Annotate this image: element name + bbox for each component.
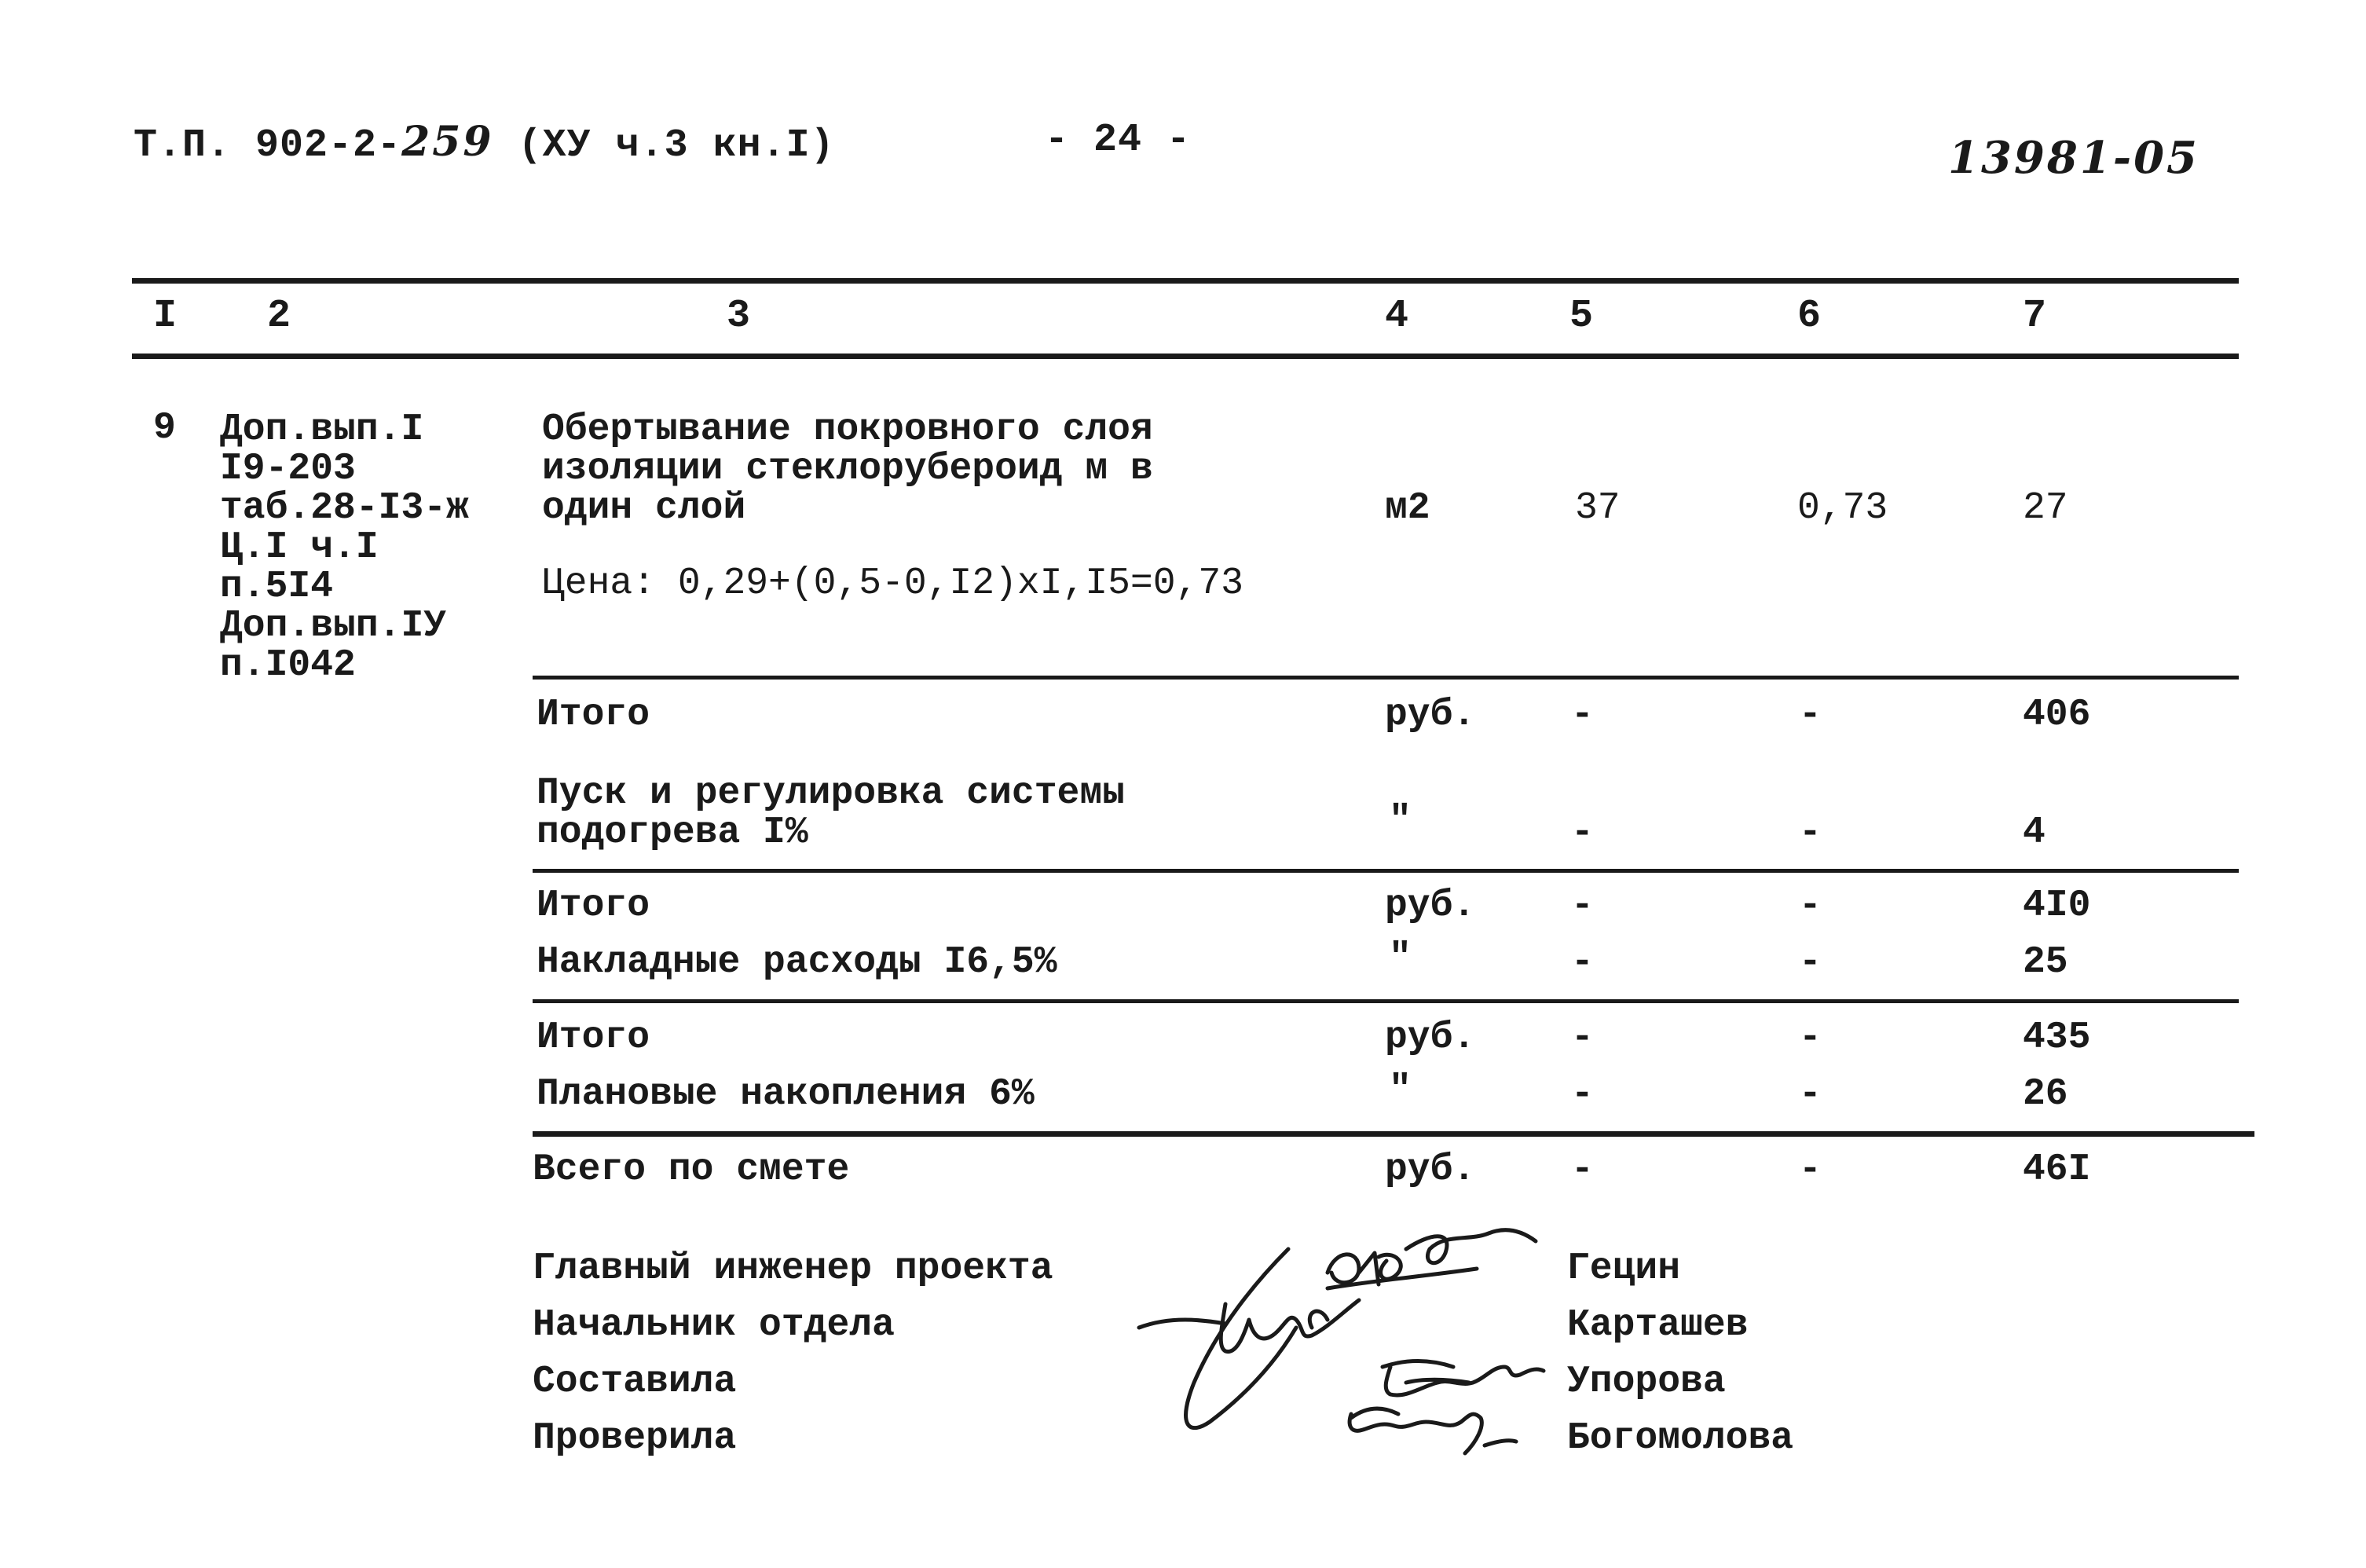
overhead-col5: -: [1571, 941, 1594, 984]
planned-unit: ": [1389, 1069, 1412, 1112]
grand-total-unit: руб.: [1385, 1149, 1476, 1191]
column-number-2: 2: [267, 294, 291, 339]
subtotal3-col5: -: [1571, 1017, 1594, 1059]
subtotal2-col5: -: [1571, 885, 1594, 927]
document-reference-handwritten: 259: [401, 118, 494, 166]
signature-role-chief-engineer: Главный инженер проекта: [533, 1247, 1053, 1290]
page-number: - 24 -: [1045, 118, 1192, 163]
column-number-4: 4: [1385, 294, 1409, 339]
item-price-formula: Цена: 0,29+(0,5-0,I2)хI,I5=0,73: [542, 562, 1243, 605]
item-reference-line: п.5I4: [220, 566, 334, 608]
signature-role-department-head: Начальник отдела: [533, 1304, 895, 1346]
subtotal2-unit: руб.: [1385, 885, 1476, 927]
item-reference-line: таб.28-I3-ж: [220, 487, 469, 529]
document-reference-suffix: (ХУ ч.3 кн.I): [518, 123, 835, 168]
overhead-total: 25: [2023, 941, 2068, 984]
item-number: 9: [153, 407, 176, 449]
item-reference-line: Доп.вып.IУ: [220, 605, 447, 647]
startup-col6: -: [1799, 811, 1822, 854]
planned-col6: -: [1799, 1073, 1822, 1116]
signature-name-chief-engineer: Гецин: [1567, 1247, 1681, 1290]
subtotal2-label: Итого: [537, 885, 650, 927]
subtotal3-total: 435: [2023, 1017, 2091, 1059]
column-number-1: I: [153, 294, 178, 339]
signature-name-checked-by: Богомолова: [1567, 1417, 1794, 1460]
overhead-label: Накладные расходы I6,5%: [537, 941, 1057, 984]
subtotal2-col6: -: [1799, 885, 1822, 927]
column-number-6: 6: [1797, 294, 1822, 339]
archive-number: 13981-05: [1948, 132, 2199, 184]
grand-total-value: 46I: [2023, 1149, 2091, 1191]
item-reference-line: I9-203: [220, 448, 356, 490]
subtotal3-unit: руб.: [1385, 1017, 1476, 1059]
startup-col5: -: [1571, 811, 1594, 854]
item-reference-line: Ц.I ч.I: [220, 526, 379, 569]
column-number-7: 7: [2023, 294, 2047, 339]
item-unit: м2: [1385, 487, 1430, 529]
subtotal2-total: 4I0: [2023, 885, 2091, 927]
document-reference-prefix: Т.П. 902-2-: [134, 123, 402, 168]
startup-total: 4: [2023, 811, 2046, 854]
startup-unit: ": [1389, 800, 1412, 842]
grand-total-label: Всего по смете: [533, 1149, 850, 1191]
signature-checked-by-scribble: [1350, 1409, 1516, 1453]
subtotal1-label: Итого: [537, 694, 650, 736]
planned-total: 26: [2023, 1073, 2068, 1116]
item-description-line: Обертывание покровного слоя: [542, 408, 1153, 451]
subtotal3-col6: -: [1799, 1017, 1822, 1059]
grand-total-col6: -: [1799, 1149, 1822, 1191]
item-unit-price: 0,73: [1797, 487, 1888, 529]
planned-label: Плановые накопления 6%: [537, 1073, 1035, 1116]
signature-compiled-by-scribble: [1383, 1361, 1544, 1396]
item-total: 27: [2023, 487, 2068, 529]
signature-department-head-scribble: [1139, 1249, 1359, 1428]
startup-label-line: подогрева I%: [537, 811, 808, 854]
subtotal3-label: Итого: [537, 1017, 650, 1059]
signature-role-compiled-by: Составила: [533, 1361, 737, 1403]
signature-chief-engineer-underline: [1328, 1269, 1477, 1288]
column-number-5: 5: [1569, 294, 1594, 339]
overhead-col6: -: [1799, 941, 1822, 984]
subtotal1-total: 406: [2023, 694, 2091, 736]
column-number-3: 3: [727, 294, 751, 339]
grand-total-col5: -: [1571, 1149, 1594, 1191]
signature-name-department-head: Карташев: [1567, 1304, 1749, 1346]
subtotal1-unit: руб.: [1385, 694, 1476, 736]
item-quantity: 37: [1575, 487, 1621, 529]
item-description-line: один слой: [542, 487, 746, 529]
overhead-unit: ": [1389, 937, 1412, 980]
item-reference-line: п.I042: [220, 644, 356, 687]
startup-label-line: Пуск и регулировка системы: [537, 772, 1125, 815]
subtotal1-col6: -: [1799, 694, 1822, 736]
signature-role-checked-by: Проверила: [533, 1417, 737, 1460]
signature-name-compiled-by: Упорова: [1567, 1361, 1726, 1403]
subtotal1-col5: -: [1571, 694, 1594, 736]
item-description-line: изоляции стеклорубероид м в: [542, 448, 1153, 490]
planned-col5: -: [1571, 1073, 1594, 1116]
item-reference-line: Доп.вып.I: [220, 408, 424, 451]
